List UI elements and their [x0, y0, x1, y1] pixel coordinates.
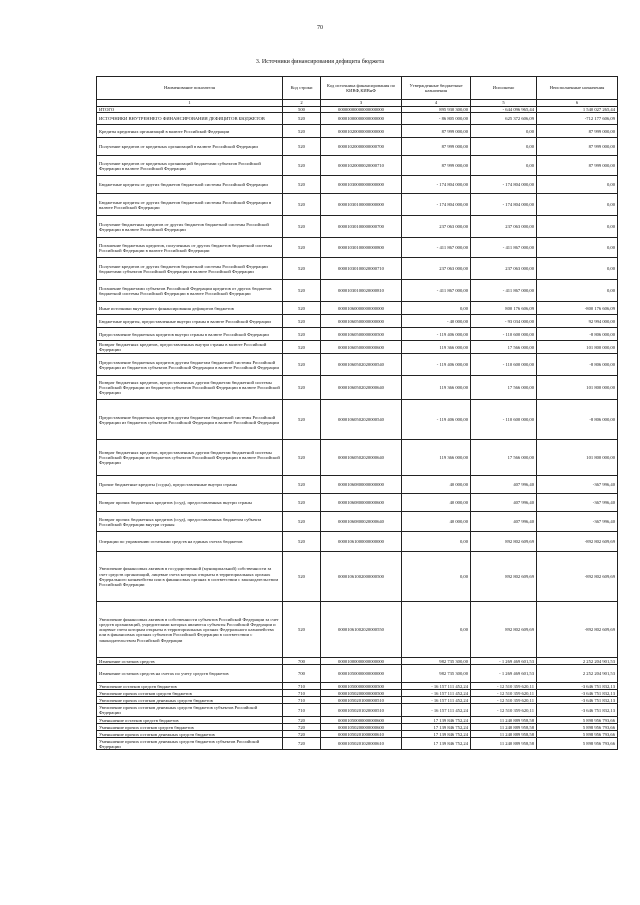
table-row — [97, 532, 618, 552]
table-row — [97, 280, 618, 302]
table-row — [97, 731, 618, 738]
table-row — [97, 665, 618, 683]
row-approved: 237 063 000,00 — [402, 258, 471, 280]
row-executed: 17 566 000,00 — [471, 341, 537, 354]
row-source-code: 00001060500000000000 — [321, 315, 402, 328]
row-line-code: 520 — [283, 476, 321, 494]
row-approved: - 119 406 000,00 — [402, 328, 471, 341]
row-executed: 11 240 889 958,58 — [471, 738, 537, 750]
row-name: ИТОГО — [97, 107, 283, 113]
row-unexecuted: -892 802 609,69 — [537, 602, 618, 658]
row-name: Прочие бюджетные кредиты (ссуды), предоставленные внутри страны — [97, 476, 283, 494]
table-row — [97, 704, 618, 717]
column-number: 6 — [537, 100, 618, 107]
table-row — [97, 476, 618, 494]
row-name: Увеличение остатков средств бюджетов — [97, 683, 283, 690]
row-unexecuted: 92 994 000,00 — [537, 315, 618, 328]
table-row — [97, 738, 618, 750]
header-executed: Исполнено — [471, 77, 537, 100]
row-line-code: 720 — [283, 717, 321, 724]
row-line-code: 520 — [283, 258, 321, 280]
row-executed: 407 996,40 — [471, 512, 537, 532]
row-executed: 407 996,40 — [471, 476, 537, 494]
row-line-code: 700 — [283, 658, 321, 665]
row-executed: - 110 600 000,00 — [471, 354, 537, 376]
row-source-code: 00001020000000000700 — [321, 138, 402, 156]
row-executed: 0,00 — [471, 125, 537, 138]
row-line-code: 520 — [283, 138, 321, 156]
row-source-code: 00001060502020000540 — [321, 400, 402, 440]
row-unexecuted: 5 898 956 793,66 — [537, 738, 618, 750]
row-line-code: 520 — [283, 176, 321, 194]
row-executed: 892 802 609,69 — [471, 532, 537, 552]
table-row — [97, 216, 618, 238]
table-row — [97, 258, 618, 280]
row-name: Операции по управлению остатками средств на единых счетах бюджетов — [97, 532, 283, 552]
row-unexecuted: 2 252 204 901,53 — [537, 665, 618, 683]
row-name: Уменьшение прочих остатков денежных средств бюджетов субъектов Российской Федерации — [97, 738, 283, 750]
row-approved: - 16 157 111 452,24 — [402, 704, 471, 717]
row-executed: 237 063 000,00 — [471, 216, 537, 238]
row-approved: 0,00 — [402, 302, 471, 315]
row-approved: 87 999 000,00 — [402, 138, 471, 156]
row-unexecuted: -892 802 609,69 — [537, 532, 618, 552]
row-source-code: 00001060800020000640 — [321, 512, 402, 532]
row-name: Увеличение финансовых активов в собственности субъектов Российской Федерации за счет средств организаций, учредителями которых являются субъекты Российской Федерации и лицевые счета которым открыты в территориальных органах Федерального казначейства или в финансовых органах субъектов Российской Федерации в соответствии с законодательством Российской Федерации — [97, 602, 283, 658]
row-source-code: 00001000000000000000 — [321, 113, 402, 125]
row-source-code: 00001050200000000500 — [321, 690, 402, 697]
row-executed: - 12 510 359 620,11 — [471, 704, 537, 717]
row-unexecuted: 5 898 956 793,66 — [537, 724, 618, 731]
row-line-code: 520 — [283, 315, 321, 328]
column-number: 5 — [471, 100, 537, 107]
row-approved: 119 366 000,00 — [402, 341, 471, 354]
row-unexecuted: 5 898 956 793,66 — [537, 731, 618, 738]
row-source-code: 00001060800000000000 — [321, 476, 402, 494]
row-source-code: 00001060800000000600 — [321, 494, 402, 512]
row-source-code: 00001030100020000810 — [321, 280, 402, 302]
row-unexecuted: 101 800 000,00 — [537, 341, 618, 354]
row-approved: - 411 867 000,00 — [402, 280, 471, 302]
table-header-row — [97, 77, 618, 100]
column-number: 1 — [97, 100, 283, 107]
row-unexecuted: -892 802 609,69 — [537, 552, 618, 602]
row-line-code: 520 — [283, 328, 321, 341]
row-name: Уменьшение остатков средств бюджетов — [97, 717, 283, 724]
row-executed: 237 063 000,00 — [471, 258, 537, 280]
row-source-code: 00001061000000000000 — [321, 532, 402, 552]
row-executed: - 12 510 359 620,11 — [471, 690, 537, 697]
row-source-code: 00001050000000000000 — [321, 665, 402, 683]
row-approved: 40 000,00 — [402, 512, 471, 532]
row-unexecuted: 0,00 — [537, 238, 618, 258]
row-name: Предоставление бюджетных кредитов другим бюджетам бюджетной системы Российской Федерации из бюджетов субъектов Российской Федерации в валюте Российской Федерации — [97, 400, 283, 440]
row-source-code: 00001060000000000000 — [321, 302, 402, 315]
row-name: Возврат бюджетных кредитов, предоставленных внутри страны в валюте Российской Федерации — [97, 341, 283, 354]
column-number: 4 — [402, 100, 471, 107]
section-title: 3. Источники финансирования дефицита бюджета — [255, 59, 385, 65]
row-approved: - 119 406 000,00 — [402, 400, 471, 440]
row-approved: - 119 406 000,00 — [402, 354, 471, 376]
row-line-code: 520 — [283, 512, 321, 532]
table-row — [97, 113, 618, 125]
table-row — [97, 302, 618, 315]
row-executed: - 411 867 000,00 — [471, 238, 537, 258]
row-approved: 895 930 300,00 — [402, 107, 471, 113]
row-line-code: 520 — [283, 125, 321, 138]
row-source-code: 00001060500000000600 — [321, 341, 402, 354]
row-name: Увеличение прочих остатков средств бюджетов — [97, 690, 283, 697]
row-name: Погашение бюджетных кредитов, полученных от других бюджетов бюджетной системы Российской Федерации в валюте Российской Федерации — [97, 238, 283, 258]
row-approved: 17 139 846 752,24 — [402, 731, 471, 738]
row-name: Получение кредитов от кредитных организаций в валюте Российской Федерации — [97, 138, 283, 156]
row-unexecuted: -367 996,40 — [537, 494, 618, 512]
table-row — [97, 376, 618, 400]
row-source-code: 00001050000000000500 — [321, 683, 402, 690]
row-executed: - 93 034 000,00 — [471, 315, 537, 328]
row-unexecuted: 0,00 — [537, 258, 618, 280]
row-name: Получение кредитов от других бюджетов бюджетной системы Российской Федерации бюджетами субъектов Российской Федерации в валюте Российской Федерации — [97, 258, 283, 280]
row-unexecuted: -8 806 000,00 — [537, 400, 618, 440]
row-line-code: 520 — [283, 216, 321, 238]
financing-sources-table — [96, 76, 618, 750]
row-source-code: 00001020000000000000 — [321, 125, 402, 138]
row-name: Кредиты кредитных организаций в валюте Российской Федерации — [97, 125, 283, 138]
row-line-code: 520 — [283, 194, 321, 216]
row-line-code: 520 — [283, 376, 321, 400]
row-approved: 17 139 846 752,24 — [402, 738, 471, 750]
row-unexecuted: -3 646 751 832,13 — [537, 690, 618, 697]
table-row — [97, 658, 618, 665]
row-executed: 892 802 609,69 — [471, 552, 537, 602]
row-unexecuted: 0,00 — [537, 194, 618, 216]
row-approved: 237 063 000,00 — [402, 216, 471, 238]
table-row — [97, 341, 618, 354]
row-executed: - 644 096 965,44 — [471, 107, 537, 113]
row-unexecuted: -8 806 000,00 — [537, 328, 618, 341]
table-row — [97, 238, 618, 258]
row-source-code: 00001050201000000610 — [321, 731, 402, 738]
row-unexecuted: -3 646 751 832,13 — [537, 697, 618, 704]
row-executed: - 1 269 469 601,53 — [471, 665, 537, 683]
row-approved: 17 139 846 752,24 — [402, 724, 471, 731]
row-unexecuted: 101 800 000,00 — [537, 440, 618, 476]
row-source-code: 00001030100020000710 — [321, 258, 402, 280]
row-executed: - 12 510 359 620,11 — [471, 697, 537, 704]
row-unexecuted: -712 177 606,09 — [537, 113, 618, 125]
table-row — [97, 683, 618, 690]
row-name: Возврат прочих бюджетных кредитов (ссуд), предоставленных бюджетом субъекта Российской Федерации внутри страны — [97, 512, 283, 532]
row-name: Уменьшение прочих остатков денежных средств бюджетов — [97, 731, 283, 738]
row-executed: 625 372 606,09 — [471, 113, 537, 125]
row-executed: 800 176 606,09 — [471, 302, 537, 315]
row-line-code: 710 — [283, 704, 321, 717]
row-line-code: 520 — [283, 280, 321, 302]
row-name: Бюджетные кредиты от других бюджетов бюджетной системы Российской Федерации — [97, 176, 283, 194]
row-name: Изменение остатков средств на счетах по учету средств бюджетов — [97, 665, 283, 683]
row-source-code: 00001050201020000510 — [321, 704, 402, 717]
row-approved: 87 999 000,00 — [402, 125, 471, 138]
row-approved: 87 999 000,00 — [402, 156, 471, 176]
row-executed: - 411 867 000,00 — [471, 280, 537, 302]
row-source-code: 00001061002000000500 — [321, 552, 402, 602]
row-source-code: 00001000000000000000 — [321, 658, 402, 665]
table-row — [97, 156, 618, 176]
row-unexecuted: 0,00 — [537, 216, 618, 238]
row-executed: 17 566 000,00 — [471, 376, 537, 400]
header-unexecuted: Неисполненные назначения — [537, 77, 618, 100]
row-executed: - 110 600 000,00 — [471, 400, 537, 440]
table-row — [97, 400, 618, 440]
row-approved: 0,00 — [402, 552, 471, 602]
row-executed: - 174 804 000,00 — [471, 194, 537, 216]
row-line-code: 520 — [283, 532, 321, 552]
table-row — [97, 512, 618, 532]
row-name: ИСТОЧНИКИ ВНУТРЕННЕГО ФИНАНСИРОВАНИЯ ДЕФИЦИТОВ БЮДЖЕТОВ — [97, 113, 283, 125]
row-line-code: 520 — [283, 341, 321, 354]
row-line-code: 720 — [283, 724, 321, 731]
row-unexecuted: 0,00 — [537, 280, 618, 302]
header-source-code: Код источника финансирования по КИВФ,КИВнФ — [321, 77, 402, 100]
row-name: Увеличение финансовых активов в государственной (муниципальной) собственности за счет средств организаций, лицевые счета которых открыты в территориальных органах Федерального казначейства или в финансовых органах в соответствии с законодательством Российской Федерации — [97, 552, 283, 602]
row-line-code: 520 — [283, 494, 321, 512]
row-approved: - 174 804 000,00 — [402, 194, 471, 216]
row-unexecuted: -367 996,40 — [537, 512, 618, 532]
row-executed: 17 566 000,00 — [471, 440, 537, 476]
row-unexecuted: -367 996,40 — [537, 476, 618, 494]
row-approved: 119 366 000,00 — [402, 376, 471, 400]
row-unexecuted: -800 176 606,09 — [537, 302, 618, 315]
row-approved: - 16 157 111 452,24 — [402, 683, 471, 690]
column-number-row — [97, 100, 618, 107]
table-row — [97, 354, 618, 376]
row-line-code: 500 — [283, 107, 321, 113]
row-name: Погашение бюджетами субъектов Российской Федерации кредитов от других бюджетов бюджетной системы Российской Федерации в валюте Российской Федерации — [97, 280, 283, 302]
row-approved: - 411 867 000,00 — [402, 238, 471, 258]
row-unexecuted: 1 540 027 265,44 — [537, 107, 618, 113]
header-name: Наименование показателя — [97, 77, 283, 100]
row-line-code: 710 — [283, 683, 321, 690]
row-line-code: 520 — [283, 113, 321, 125]
row-approved: - 16 157 111 452,24 — [402, 697, 471, 704]
row-source-code: 00001060502020000640 — [321, 440, 402, 476]
row-name: Возврат бюджетных кредитов, предоставленных другим бюджетам бюджетной системы Российской Федерации из бюджетов субъектов Российской Федерации в валюте Российской Федерации — [97, 440, 283, 476]
table-row — [97, 328, 618, 341]
row-unexecuted: 87 999 000,00 — [537, 138, 618, 156]
row-line-code: 520 — [283, 602, 321, 658]
table-row — [97, 494, 618, 512]
row-source-code: 00001030100000000800 — [321, 238, 402, 258]
row-unexecuted: 5 898 956 793,66 — [537, 717, 618, 724]
row-executed: - 12 510 359 620,11 — [471, 683, 537, 690]
row-line-code: 520 — [283, 400, 321, 440]
row-name: Предоставление бюджетных кредитов другим бюджетам бюджетной системы Российской Федерации из бюджетов субъектов Российской Федерации в валюте Российской Федерации — [97, 354, 283, 376]
row-line-code: 520 — [283, 238, 321, 258]
row-executed: 0,00 — [471, 156, 537, 176]
row-approved: 119 366 000,00 — [402, 440, 471, 476]
row-executed: 11 240 889 958,58 — [471, 724, 537, 731]
column-number: 3 — [321, 100, 402, 107]
row-approved: 982 735 300,00 — [402, 658, 471, 665]
row-executed: 0,00 — [471, 138, 537, 156]
row-line-code: 520 — [283, 354, 321, 376]
table-row — [97, 690, 618, 697]
row-unexecuted: -3 646 751 832,13 — [537, 683, 618, 690]
row-source-code: 00001030000000000000 — [321, 176, 402, 194]
row-unexecuted: -3 646 751 832,13 — [537, 704, 618, 717]
row-source-code: 00001060500000000500 — [321, 328, 402, 341]
table-row — [97, 176, 618, 194]
row-name: Предоставление бюджетных кредитов внутри страны в валюте Российской Федерации — [97, 328, 283, 341]
row-executed: - 174 804 000,00 — [471, 176, 537, 194]
row-source-code: 00001050201000000510 — [321, 697, 402, 704]
table-row — [97, 440, 618, 476]
row-source-code: 00001030100000000700 — [321, 216, 402, 238]
row-approved: 40 000,00 — [402, 494, 471, 512]
table-row — [97, 602, 618, 658]
table-row — [97, 194, 618, 216]
table-row — [97, 552, 618, 602]
row-line-code: 720 — [283, 738, 321, 750]
row-line-code: 520 — [283, 302, 321, 315]
row-name: Возврат бюджетных кредитов, предоставленных другим бюджетам бюджетной системы Российской Федерации из бюджетов субъектов Российской Федерации в валюте Российской Федерации — [97, 376, 283, 400]
header-line-code: Код строки — [283, 77, 321, 100]
row-executed: 407 996,40 — [471, 494, 537, 512]
table-row — [97, 315, 618, 328]
row-line-code: 720 — [283, 731, 321, 738]
page-number: 70 — [317, 25, 323, 31]
row-approved: 982 735 300,00 — [402, 665, 471, 683]
row-approved: 0,00 — [402, 532, 471, 552]
row-executed: 892 802 609,69 — [471, 602, 537, 658]
header-approved: Утвержденные бюджетные назначения — [402, 77, 471, 100]
row-name: Уменьшение прочих остатков средств бюджетов — [97, 724, 283, 731]
row-executed: 11 240 889 958,58 — [471, 717, 537, 724]
row-name: Возврат прочих бюджетных кредитов (ссуд), предоставленных внутри страны — [97, 494, 283, 512]
row-unexecuted: -8 806 000,00 — [537, 354, 618, 376]
row-name: Получение кредитов от кредитных организаций бюджетами субъектов Российской Федерации в валюте Российской Федерации — [97, 156, 283, 176]
row-executed: 11 240 889 958,58 — [471, 731, 537, 738]
row-line-code: 520 — [283, 156, 321, 176]
row-source-code: 00001060502020000640 — [321, 376, 402, 400]
row-line-code: 710 — [283, 697, 321, 704]
row-name: Бюджетные кредиты от других бюджетов бюджетной системы Российской Федерации в валюте Российской Федерации — [97, 194, 283, 216]
row-name: Бюджетные кредиты, предоставленные внутри страны в валюте Российской Федерации — [97, 315, 283, 328]
row-unexecuted: 87 999 000,00 — [537, 156, 618, 176]
row-unexecuted: 87 999 000,00 — [537, 125, 618, 138]
row-source-code: 00001050000000000600 — [321, 717, 402, 724]
row-unexecuted: 2 252 204 901,53 — [537, 658, 618, 665]
row-source-code: 00001050201020000610 — [321, 738, 402, 750]
row-approved: 17 139 846 752,24 — [402, 717, 471, 724]
row-source-code: 00001050200000000600 — [321, 724, 402, 731]
row-name: Иные источники внутреннего финансирования дефицитов бюджетов — [97, 302, 283, 315]
table-row — [97, 717, 618, 724]
row-approved: - 16 157 111 452,24 — [402, 690, 471, 697]
row-source-code: 00001030100000000000 — [321, 194, 402, 216]
row-approved: - 86 805 000,00 — [402, 113, 471, 125]
row-source-code: 00001061002020000550 — [321, 602, 402, 658]
row-approved: 40 000,00 — [402, 476, 471, 494]
table-row — [97, 138, 618, 156]
row-unexecuted: 0,00 — [537, 176, 618, 194]
row-approved: - 174 804 000,00 — [402, 176, 471, 194]
column-number: 2 — [283, 100, 321, 107]
row-line-code: 710 — [283, 690, 321, 697]
row-line-code: 520 — [283, 552, 321, 602]
row-approved: - 40 000,00 — [402, 315, 471, 328]
row-name: Изменение остатков средств — [97, 658, 283, 665]
row-source-code: 00000000000000000000 — [321, 107, 402, 113]
row-name: Увеличение прочих остатков денежных средств бюджетов — [97, 697, 283, 704]
row-unexecuted: 101 800 000,00 — [537, 376, 618, 400]
row-name: Получение бюджетных кредитов от других бюджетов бюджетной системы Российской Федерации в валюте Российской Федерации — [97, 216, 283, 238]
row-executed: - 1 269 469 601,53 — [471, 658, 537, 665]
row-line-code: 700 — [283, 665, 321, 683]
row-source-code: 00001020000020000710 — [321, 156, 402, 176]
table-row — [97, 724, 618, 731]
row-line-code: 520 — [283, 440, 321, 476]
table-row — [97, 697, 618, 704]
row-source-code: 00001060502020000540 — [321, 354, 402, 376]
row-executed: - 110 600 000,00 — [471, 328, 537, 341]
row-approved: 0,00 — [402, 602, 471, 658]
table-row — [97, 125, 618, 138]
row-name: Увеличение прочих остатков денежных средств бюджетов субъектов Российской Федерации — [97, 704, 283, 717]
